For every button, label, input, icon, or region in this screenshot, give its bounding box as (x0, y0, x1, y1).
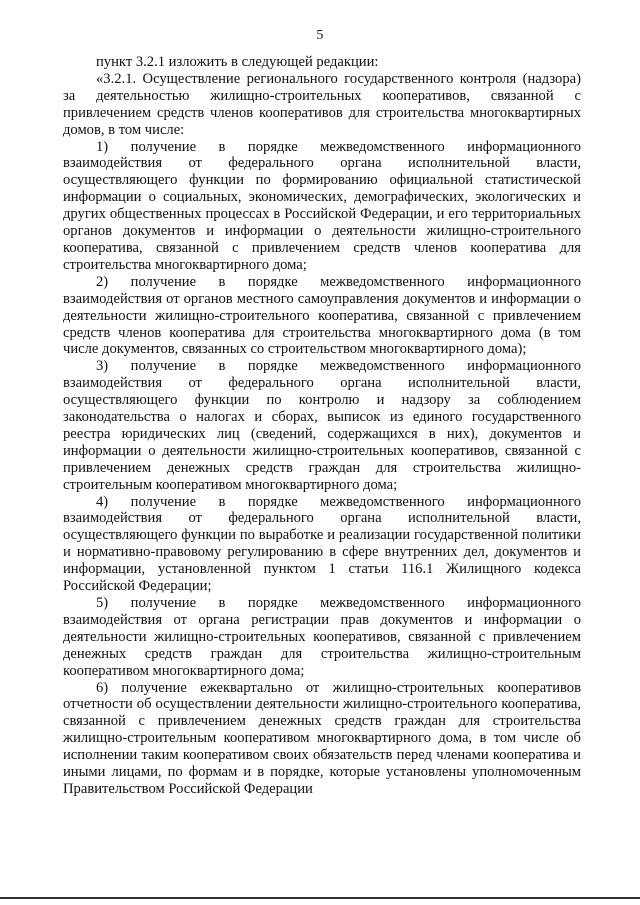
clause-3-2-1-paragraph: «3.2.1. Осуществление регионального государственного контроля (надзора) за деятельностью жилищно-строительных кооперативов, связанной с привлечением средств членов кооперативов для строительства многоквартирных домов, в том числе: (63, 70, 581, 138)
list-item-4: 4) получение в порядке межведомственного информационного взаимодействия от федерального органа исполнительной власти, осуществляющего функции по выработке и реализации государственной политики и нормативно-правовому регулированию в сфере внутренних дел, документов и информации, установленной пунктом 1 статьи 116.1 Жилищного кодекса Российской Федерации; (63, 493, 581, 595)
page-number: 5 (316, 28, 324, 43)
intro-paragraph: пункт 3.2.1 изложить в следующей редакции: (96, 54, 379, 70)
list-item-5: 5) получение в порядке межведомственного информационного взаимодействия от органа регистрации прав документов и информации о деятельности жилищно-строительных кооперативов, связанной с привлечением денежных средств граждан для строительства жилищно-строительным кооперативом многоквартирного дома; (63, 595, 581, 679)
scan-bottom-edge (0, 897, 640, 899)
list-item-6: 6) получение ежеквартально от жилищно-строительных кооперативов отчетности об осуществлении деятельности жилищно-строительного кооператива, связанной с привлечением денежных средств граждан для строительства жилищно-строительным кооперативом многоквартирного дома, в том числе об исполнении таким кооперативом своих обязательств перед членами кооператива и иными лицами, по формам и в порядке, которые установлены уполномоченным Правительством Российской Федерации (63, 679, 581, 797)
document-body (63, 54, 581, 798)
list-item-1: 1) получение в порядке межведомственного информационного взаимодействия от федерального органа исполнительной власти, осуществляющего функции по формированию официальной статистической информации о социальных, экономических, демографических, экологических и других общественных процессах в Российской Федерации, и его территориальных органов документов и информации о деятельности жилищно-строительного кооператива, связанной с привлечением средств членов кооператива для строительства многоквартирного дома; (63, 138, 581, 273)
list-item-3: 3) получение в порядке межведомственного информационного взаимодействия от федерального органа исполнительной власти, осуществляющего функции по контролю и надзору за соблюдением законодательства о налогах и сборах, выписок из единого государственного реестра юридических лиц (сведений, содержащихся в них), документов и информации о деятельности жилищно-строительных кооперативов, связанной с привлечением денежных средств граждан для строительства жилищно-строительным кооперативом многоквартирного дома; (63, 358, 581, 493)
list-item-2: 2) получение в порядке межведомственного информационного взаимодействия от органов местного самоуправления документов и информации о деятельности жилищно-строительного кооператива, связанной с привлечением средств членов кооператива для строительства многоквартирного дома (в том числе документов, связанных со строительством многоквартирного дома); (63, 273, 581, 358)
